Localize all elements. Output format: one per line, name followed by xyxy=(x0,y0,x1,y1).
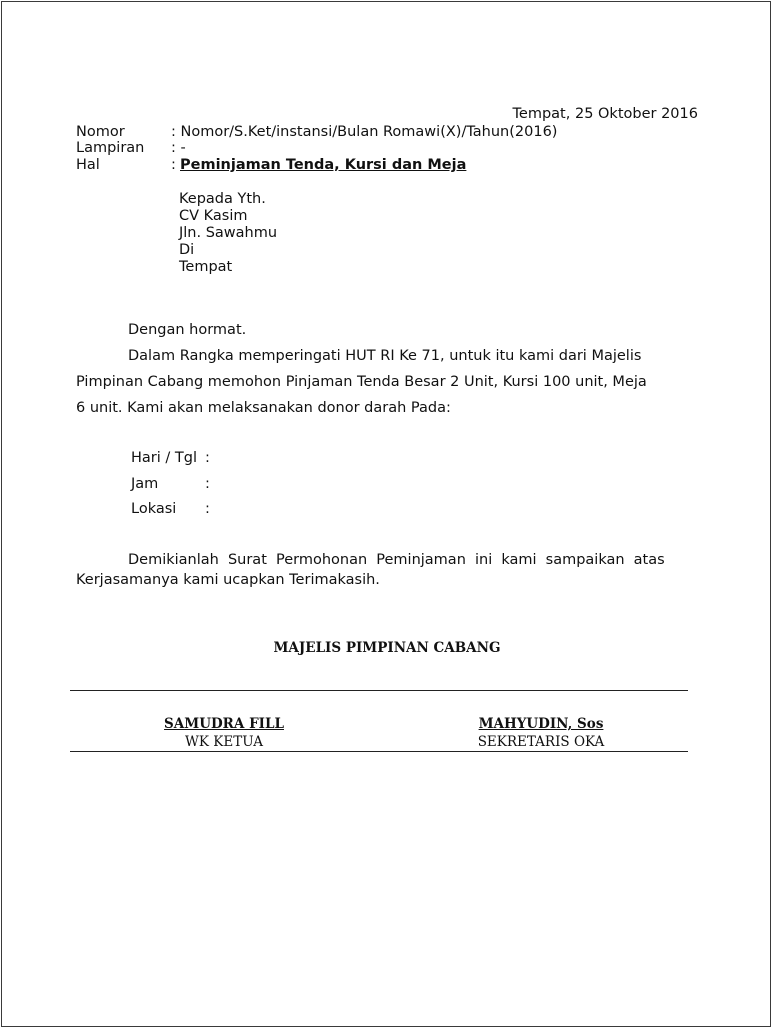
hal-value: Peminjaman Tenda, Kursi dan Meja xyxy=(180,157,467,173)
salutation: Dengan hormat. xyxy=(128,322,247,338)
nomor-value: : Nomor/S.Ket/instansi/Bulan Romawi(X)/Tahun(2016) xyxy=(171,124,558,140)
detail-colon: : xyxy=(205,450,210,466)
paragraph1-line3: 6 unit. Kami akan melaksanakan donor darah Pada: xyxy=(76,400,451,416)
recipient-line: Tempat xyxy=(179,259,233,275)
closing-line2: Kerjasamanya kami ucapkan Terimakasih. xyxy=(76,572,380,588)
lampiran-label: Lampiran xyxy=(76,140,145,156)
nomor-label: Nomor xyxy=(76,124,125,140)
letter-page xyxy=(1,1,771,1027)
detail-label-lokasi: Lokasi xyxy=(131,501,177,517)
detail-label-hari: Hari / Tgl xyxy=(131,450,197,466)
recipient-line: Jln. Sawahmu xyxy=(179,225,278,241)
detail-label-jam: Jam xyxy=(131,476,159,492)
signature-title-left: WK KETUA xyxy=(185,734,263,750)
hal-colon: : xyxy=(171,157,176,173)
recipient-line: Di xyxy=(179,242,195,258)
recipient-line: Kepada Yth. xyxy=(179,191,266,207)
date-line: Tempat, 25 Oktober 2016 xyxy=(512,106,698,122)
hal-label: Hal xyxy=(76,157,100,173)
signature-bottom-rule xyxy=(70,751,688,752)
signature-title-right: SEKRETARIS OKA xyxy=(477,734,605,750)
signature-name-right: MAHYUDIN, Sos xyxy=(478,716,604,732)
detail-colon: : xyxy=(205,501,210,517)
signature-top-rule xyxy=(70,690,688,691)
paragraph1-line2: Pimpinan Cabang memohon Pinjaman Tenda Besar 2 Unit, Kursi 100 unit, Meja xyxy=(76,374,647,390)
recipient-line: CV Kasim xyxy=(179,208,248,224)
detail-colon: : xyxy=(205,476,210,492)
signature-name-left: SAMUDRA FILL xyxy=(164,716,284,732)
organization-name: MAJELIS PIMPINAN CABANG xyxy=(273,640,501,656)
closing-line1: Demikianlah Surat Permohonan Peminjaman ini kami sampaikan atas xyxy=(128,552,665,568)
lampiran-value: : - xyxy=(171,140,186,156)
paragraph1-line1: Dalam Rangka memperingati HUT RI Ke 71, untuk itu kami dari Majelis xyxy=(128,348,642,364)
